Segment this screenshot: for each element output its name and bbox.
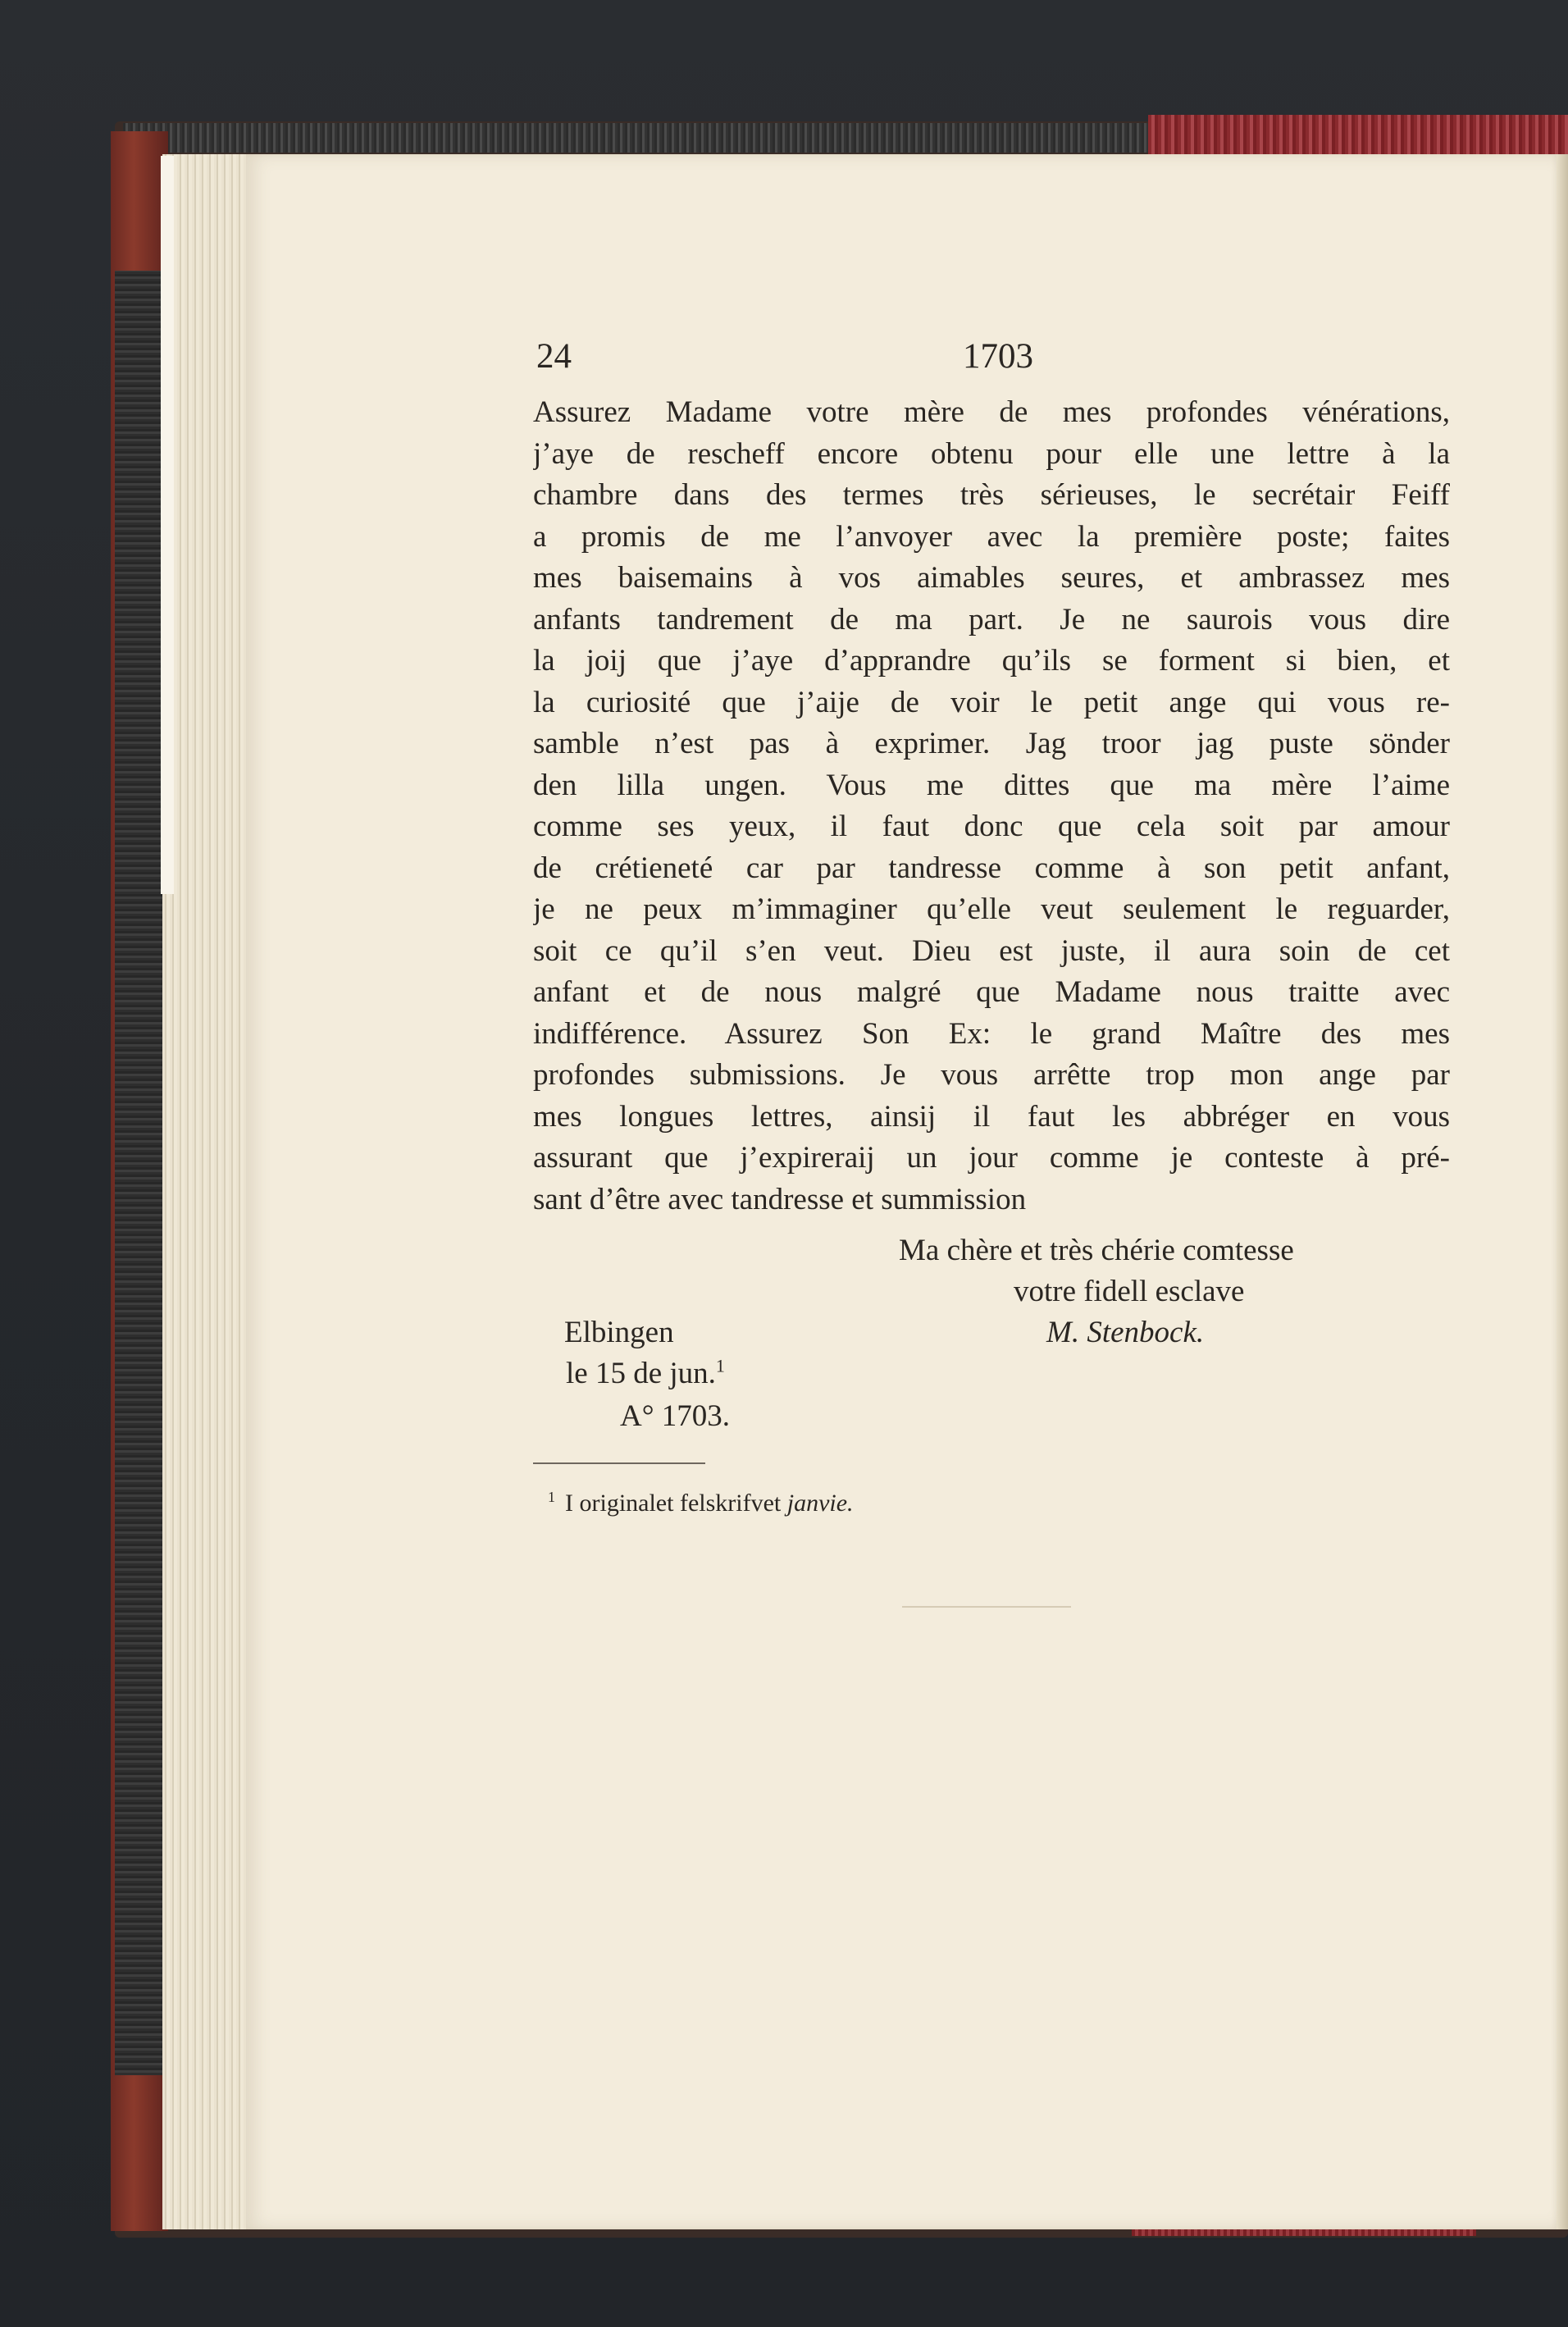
page-left-strip — [161, 156, 174, 894]
body-line: assurant que j’expireraij un jour comme je conteste à pré- — [533, 1141, 1450, 1175]
body-line: de crétieneté car par tandresse comme à son petit anfant, — [533, 851, 1450, 885]
body-line: Assurez Madame votre mère de mes profondes vénérations, — [533, 395, 1450, 429]
footnote — [548, 1490, 854, 1517]
footnote-italic-text: janvie. — [786, 1490, 854, 1517]
letter-date-text: le 15 de jun. — [566, 1357, 716, 1390]
footnote-reference: 1 — [715, 1355, 725, 1376]
running-header — [536, 336, 1447, 386]
body-line: mes baisemains à vos aimables seures, et ambrassez mes — [533, 561, 1450, 595]
closing-servant: votre fidell esclave — [1014, 1275, 1245, 1308]
closing-salutation: Ma chère et très chérie comtesse — [899, 1234, 1294, 1267]
body-line: anfants tandrement de ma part. Je ne saurois vous dire — [533, 602, 1450, 637]
letter-date — [566, 1356, 725, 1391]
letter-year: A° 1703. — [620, 1399, 731, 1433]
footnote-rule — [533, 1462, 705, 1464]
body-line: j’aye de rescheff encore obtenu pour elle une lettre à la — [533, 436, 1450, 471]
body-line: den lilla ungen. Vous me dittes que ma mère l’aime — [533, 768, 1450, 802]
letter-place: Elbingen — [564, 1316, 674, 1349]
signature: M. Stenbock. — [1046, 1316, 1205, 1349]
faint-divider — [902, 1606, 1071, 1608]
body-line: a promis de me l’anvoyer avec la première poste; faites — [533, 519, 1450, 554]
body-line: profondes submissions. Je vous arrêtte trop mon ange par — [533, 1058, 1450, 1092]
footnote-text: I originalet felskrifvet — [565, 1490, 782, 1517]
body-line: sant d’être avec tandresse et summission — [533, 1182, 1027, 1216]
body-line: la curiosité que j’aije de voir le petit ange qui vous re- — [533, 685, 1450, 719]
body-line: samble n’est pas à exprimer. Jag troor jag puste sönder — [533, 727, 1450, 760]
cover-left-cloth — [115, 271, 166, 2075]
body-line: indifférence. Assurez Son Ex: le grand Maître des mes — [533, 1016, 1450, 1051]
letter-body — [533, 392, 1450, 1221]
body-line: je ne peux m’immaginer qu’elle veut seulement le reguarder, — [533, 892, 1450, 926]
body-line: comme ses yeux, il faut donc que cela soit par amour — [533, 810, 1450, 843]
footnote-mark: 1 — [548, 1489, 555, 1505]
body-line: la joij que j’aye d’apprandre qu’ils se forment si bien, et — [533, 644, 1450, 678]
body-line: chambre dans des termes très sérieuses, le secrétair Feiff — [533, 478, 1450, 512]
body-line: anfant et de nous malgré que Madame nous traitte avec — [533, 975, 1450, 1009]
cover-top-red-binding — [1148, 115, 1568, 154]
header-year: 1703 — [963, 337, 1033, 376]
page-number: 24 — [536, 337, 572, 376]
page-right-edge — [1557, 154, 1568, 2229]
body-line: soit ce qu’il s’en veut. Dieu est juste, il aura soin de cet — [533, 933, 1450, 968]
body-line: mes longues lettres, ainsij il faut les abbréger en vous — [533, 1099, 1450, 1134]
